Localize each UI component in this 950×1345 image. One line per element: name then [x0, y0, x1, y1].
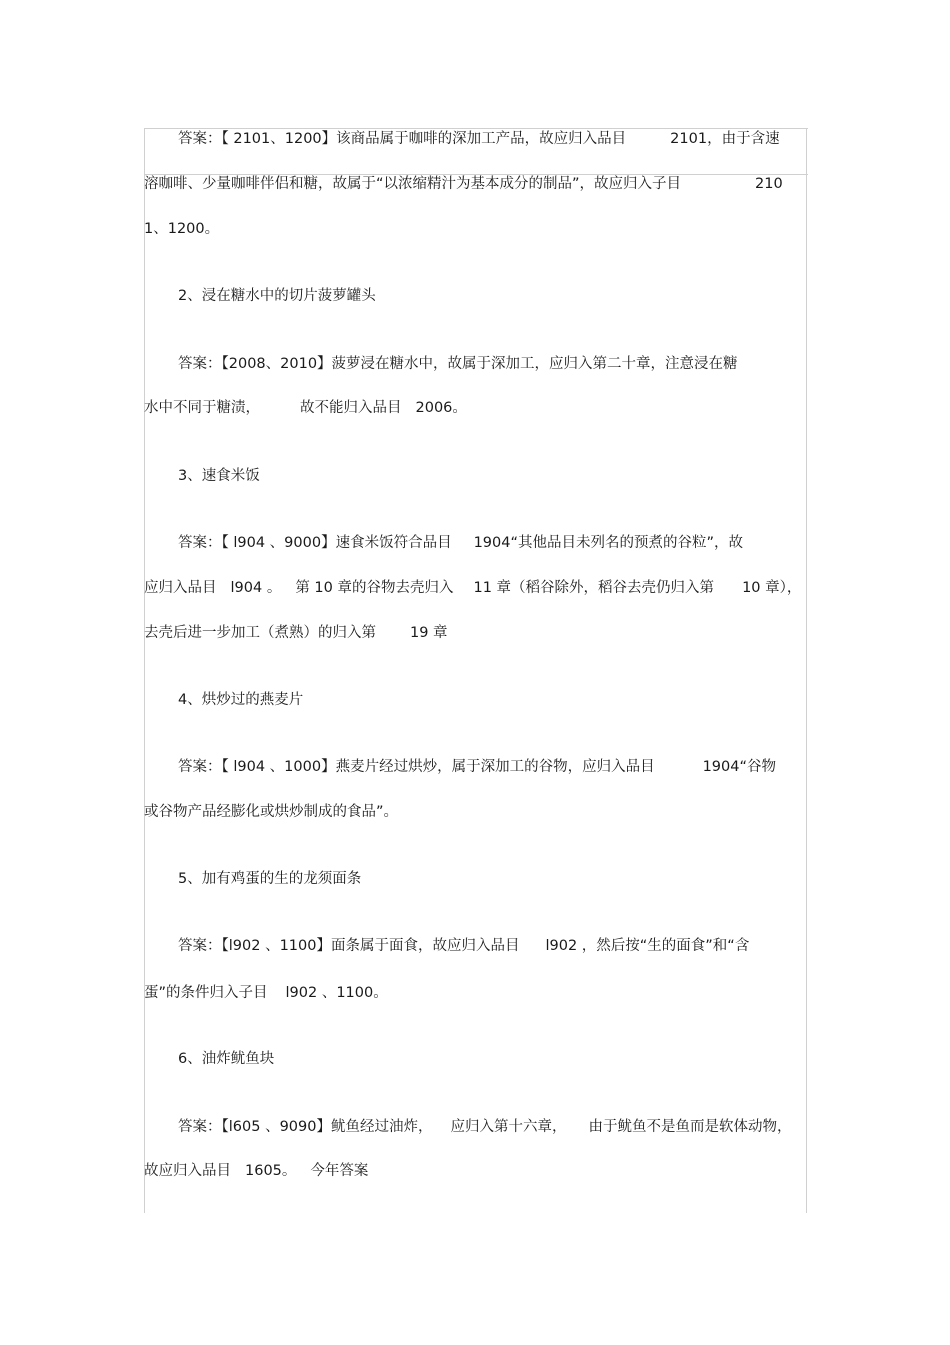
text-segment: 应归入第十六章，: [450, 1119, 567, 1135]
text-segment: 19 章: [410, 625, 448, 641]
answer-line: [144, 219, 808, 239]
text-segment: l902 、1100。: [285, 985, 388, 1001]
answer-line: [178, 533, 808, 553]
text-segment: 210: [755, 176, 783, 192]
text-segment: 10 章），: [742, 580, 802, 596]
answer-line: [178, 757, 808, 777]
text-segment: 答案：【l902 、1100】面条属于面食，故应归入品目: [178, 938, 520, 954]
text-segment: 2006。: [415, 400, 467, 416]
question-heading: [178, 690, 808, 710]
text-segment: 答案：【 l904 、9000】速食米饭符合品目: [178, 535, 452, 551]
text-segment: 故应归入品目: [144, 1163, 231, 1179]
question-heading: [178, 869, 808, 889]
text-segment: 溶咖啡、少量咖啡伴侣和糖，故属于“以浓缩精汁为基本成分的制品”，故应归入子目: [144, 176, 682, 192]
answer-line: [144, 802, 808, 822]
text-segment: 应归入品目: [144, 580, 217, 596]
text-segment: 6、油炸鱿鱼块: [178, 1051, 275, 1067]
rule-left-lower: [144, 220, 145, 1213]
text-segment: 3、速食米饭: [178, 468, 260, 484]
text-segment: 去壳后进一步加工（煮熟）的归入第: [144, 625, 376, 641]
question-heading: [178, 286, 808, 306]
answer-line: [178, 936, 808, 956]
answer-line: [144, 623, 808, 643]
text-segment: 答案：【l605 、9090】鱿鱼经过油炸，: [178, 1119, 433, 1135]
text-segment: 由于鱿鱼不是鱼而是软体动物，: [588, 1119, 792, 1135]
text-segment: 1904“谷物: [702, 759, 776, 775]
answer-line: [178, 129, 808, 149]
text-segment: 答案：【2008、2010】菠萝浸在糖水中，故属于深加工，应归入第二十章，注意浸在糖: [178, 356, 738, 372]
answer-line: [144, 578, 808, 598]
question-heading: [178, 1049, 808, 1069]
text-segment: 5、加有鸡蛋的生的龙须面条: [178, 871, 362, 887]
answer-line: [144, 398, 808, 418]
text-segment: l902 ，然后按“生的面食”和“含: [545, 938, 750, 954]
answer-line: [144, 983, 808, 1003]
text-segment: 2101，由于含速: [670, 131, 780, 147]
text-segment: 1、1200。: [144, 221, 220, 237]
text-segment: 1605。: [245, 1163, 297, 1179]
text-segment: 2、浸在糖水中的切片菠萝罐头: [178, 288, 376, 304]
text-segment: 或谷物产品经膨化或烘炒制成的食品”。: [144, 804, 399, 820]
answer-line: [178, 1117, 808, 1137]
answer-line: [178, 354, 808, 374]
text-segment: 水中不同于糖渍，: [144, 400, 260, 416]
text-segment: 蛋”的条件归入子目: [144, 985, 268, 1001]
text-segment: 第 10 章的谷物去壳归入: [295, 580, 454, 596]
text-segment: 答案：【 2101、1200】该商品属于咖啡的深加工产品，故应归入品目: [178, 131, 627, 147]
text-segment: 答案：【 l904 、1000】燕麦片经过烘炒，属于深加工的谷物，应归入品目: [178, 759, 655, 775]
question-heading: [178, 466, 808, 486]
text-segment: l904 。: [230, 580, 282, 596]
text-segment: 1904“其他品目未列名的预煮的谷粒”，故: [473, 535, 744, 551]
text-segment: 今年答案: [310, 1163, 369, 1179]
text-segment: 11 章（稻谷除外，稻谷去壳仍归入第: [473, 580, 715, 596]
text-segment: 故不能归入品目: [300, 400, 402, 416]
text-segment: 4、烘炒过的燕麦片: [178, 692, 304, 708]
answer-line: [144, 1161, 808, 1181]
answer-line: [144, 174, 808, 194]
